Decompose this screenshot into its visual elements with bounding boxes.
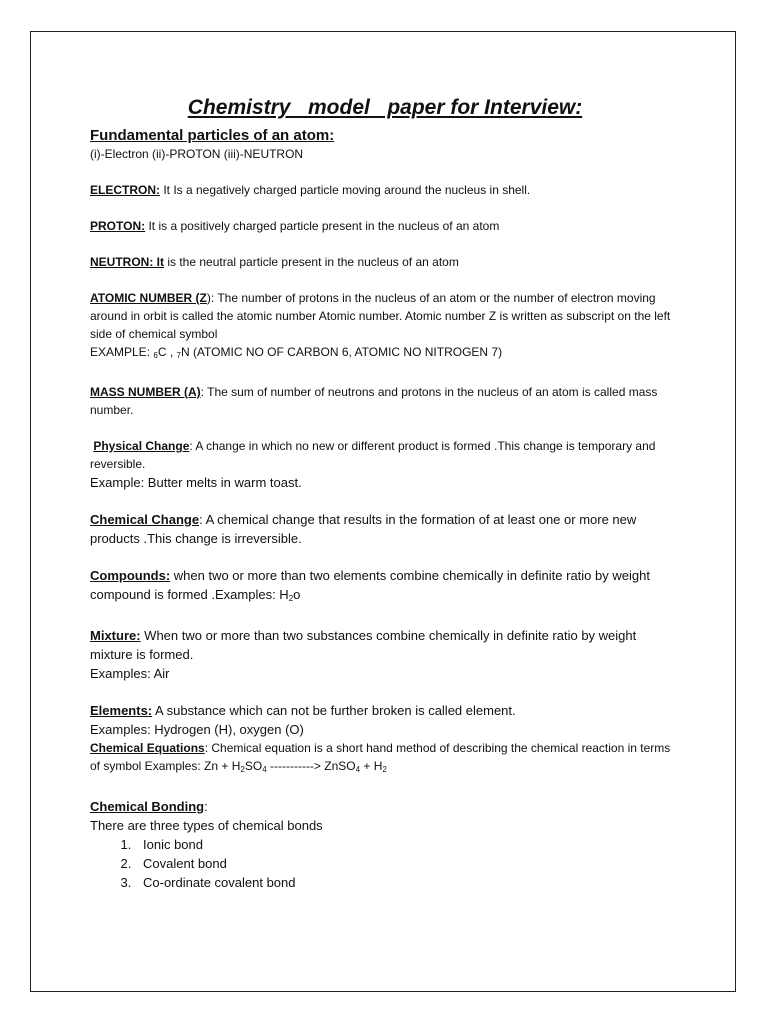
- elements-term: Elements:: [90, 703, 153, 718]
- list-item: 2. Covalent bond: [135, 854, 680, 873]
- neutron-definition: [90, 253, 680, 271]
- subscript-6: 6: [153, 351, 158, 360]
- document-body: [90, 96, 680, 892]
- atomic-number-text: ): The number of protons in the nucleus of an atom or the number of electron moving around in orbit is called the atomic number Atomic number. Atomic number Z is written as subscript on the left side of chemical symbol: [90, 291, 671, 341]
- atomic-number-definition: [90, 289, 680, 343]
- list-item: 3. Co-ordinate covalent bond: [135, 873, 680, 892]
- eq-sub-1: 2: [240, 765, 245, 774]
- equations-definition: [90, 739, 680, 779]
- physical-change-definition: [90, 437, 680, 473]
- fundamental-list: (i)-Electron (ii)-PROTON (iii)-NEUTRON: [90, 147, 304, 161]
- mass-number-term: MASS NUMBER (A): [90, 385, 201, 399]
- carbon-symbol: C ,: [157, 345, 177, 359]
- electron-definition: [90, 181, 680, 199]
- chemical-change-definition: [90, 510, 680, 548]
- fundamental-heading: Fundamental particles of an atom:: [90, 127, 335, 144]
- example-rest: N (ATOMIC NO OF CARBON 6, ATOMIC NO NITROGEN 7): [180, 345, 503, 359]
- compounds-subscript: 2: [288, 594, 294, 603]
- physical-change-text: : A change in which no new or different product is formed .This change is temporary and reversible.: [90, 439, 656, 471]
- proton-definition: [90, 217, 680, 235]
- electron-text: It Is a negatively charged particle moving around the nucleus in shell.: [160, 183, 531, 197]
- eq-sub-3: 4: [355, 765, 361, 774]
- eq-sub-2: 4: [262, 765, 267, 774]
- eq-sub-4: 2: [382, 765, 387, 774]
- mixture-example: Examples: Air: [90, 666, 170, 681]
- proton-term: PROTON:: [90, 219, 146, 233]
- compounds-text: when two or more than two elements combine chemically in definite ratio by weight compound is formed .Examples: H: [90, 568, 650, 602]
- compounds-definition: [90, 566, 680, 608]
- chemical-change-text: : A chemical change that results in the formation of at least one or more new products .This change is irreversible.: [90, 512, 637, 546]
- elements-text: A substance which can not be further broken is called element.: [152, 703, 516, 718]
- neutron-text: is the neutral particle present in the nucleus of an atom: [164, 255, 459, 269]
- bonding-colon: :: [204, 799, 208, 814]
- elements-example: Examples: Hydrogen (H), oxygen (O): [90, 722, 304, 737]
- chemical-change-term: Chemical Change: [90, 512, 200, 527]
- bond-types-list: [90, 835, 680, 892]
- equations-text: : Chemical equation is a short hand method of describing the chemical reaction in terms of symbol Examples: Zn + H: [90, 741, 671, 773]
- atomic-number-term: ATOMIC NUMBER (Z: [90, 291, 207, 305]
- physical-change-example: Example: Butter melts in warm toast.: [90, 475, 302, 490]
- compounds-after: o: [293, 587, 301, 602]
- mass-number-text: : The sum of number of neutrons and protons in the nucleus of an atom is called mass number.: [90, 385, 658, 417]
- mass-number-definition: [90, 383, 680, 419]
- bonding-intro: There are three types of chemical bonds: [90, 818, 323, 833]
- eq-text-4: + H: [360, 759, 383, 773]
- equations-term: Chemical Equations: [90, 741, 205, 755]
- bonding-term: Chemical Bonding: [90, 799, 205, 814]
- mixture-definition: [90, 626, 680, 664]
- page-title: Chemistry model paper for Interview:: [187, 96, 583, 119]
- elements-definition: [90, 701, 680, 720]
- eq-text-3: -----------> ZnSO: [266, 759, 356, 773]
- physical-change-term: Physical Change: [93, 439, 190, 453]
- bonding-heading: [90, 797, 680, 816]
- compounds-term: Compounds:: [90, 568, 171, 583]
- electron-term: ELECTRON:: [90, 183, 160, 197]
- proton-text: It is a positively charged particle present in the nucleus of an atom: [145, 219, 500, 233]
- mixture-text: When two or more than two substances combine chemically in definite ratio by weight mixture is formed.: [90, 628, 637, 662]
- example-prefix: EXAMPLE:: [90, 345, 154, 359]
- eq-text-2: SO: [244, 759, 263, 773]
- neutron-term: NEUTRON: It: [90, 255, 164, 269]
- subscript-7: 7: [176, 351, 181, 360]
- mixture-term: Mixture:: [90, 628, 141, 643]
- atomic-number-example: [90, 343, 680, 365]
- list-item: 1. Ionic bond: [135, 835, 680, 854]
